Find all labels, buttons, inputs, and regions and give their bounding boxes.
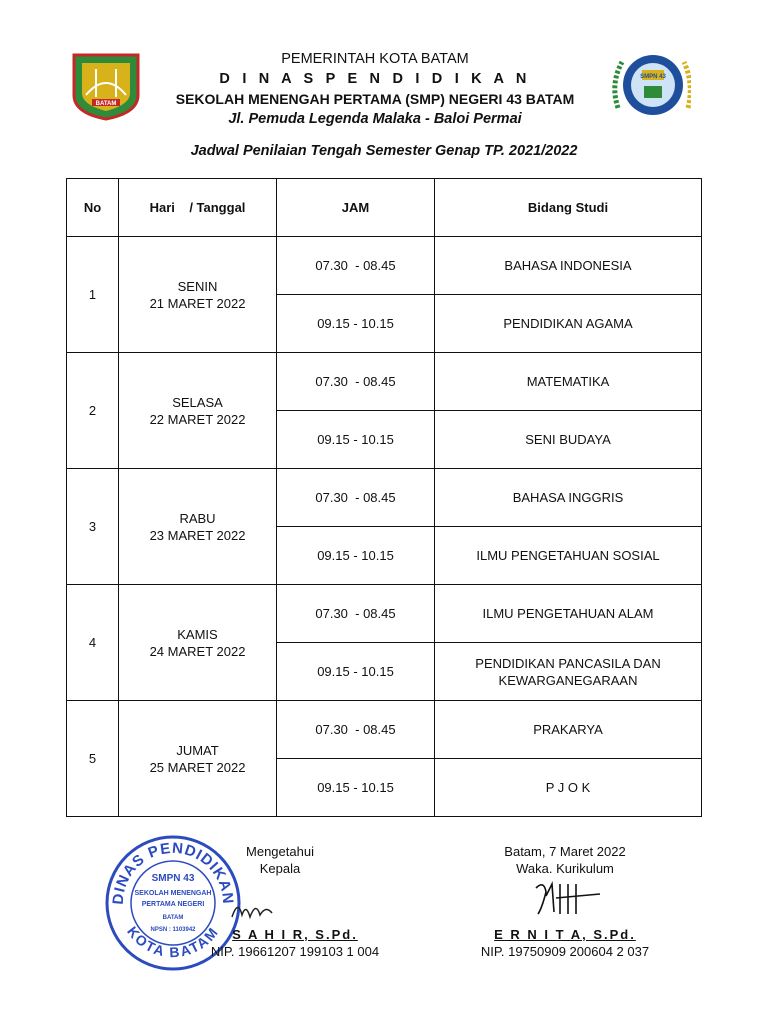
- left-sign-line-1: Mengetahui: [246, 844, 314, 859]
- day-date-cell: [119, 585, 277, 701]
- stamp-inner-4: BATAM: [162, 915, 184, 921]
- stamp-outer-bottom: KOTA BATAM: [124, 923, 222, 961]
- day-name: SELASA: [172, 394, 223, 410]
- time-slot: 07.30 - 08.45: [277, 701, 435, 759]
- header-line-2: D I N A S P E N D I D I K A N: [219, 71, 531, 87]
- left-signature-heading: [232, 843, 328, 877]
- time-slot: 09.15 - 10.15: [277, 759, 435, 817]
- right-handwritten-signature: [530, 878, 605, 920]
- left-handwritten-signature: [228, 895, 276, 925]
- time-slot: 07.30 - 08.45: [277, 353, 435, 411]
- day-date-cell: [119, 701, 277, 817]
- subject-name: SENI BUDAYA: [435, 411, 702, 469]
- table-row: [67, 353, 702, 411]
- batam-city-logo: [70, 51, 142, 121]
- right-sign-line-1: Batam, 7 Maret 2022: [504, 844, 626, 859]
- subject-name: ILMU PENGETAHUAN SOSIAL: [435, 527, 702, 585]
- time-slot: 09.15 - 10.15: [277, 643, 435, 701]
- header-bidang: Bidang Studi: [435, 179, 702, 237]
- day-date-cell: [119, 353, 277, 469]
- exam-schedule-table: [66, 178, 702, 817]
- left-logo-text: BATAM: [95, 101, 117, 107]
- exam-date: 22 MARET 2022: [149, 411, 246, 427]
- subject-name: PENDIDIKAN PANCASILA DAN KEWARGANEGARAAN: [435, 643, 702, 701]
- header-line-3: SEKOLAH MENENGAH PERTAMA (SMP) NEGERI 43 BATAM: [175, 91, 575, 107]
- stamp-inner-2: SEKOLAH MENENGAH: [134, 890, 212, 897]
- subject-name: PENDIDIKAN AGAMA: [435, 295, 702, 353]
- time-slot: 09.15 - 10.15: [277, 527, 435, 585]
- header-line-4: Jl. Pemuda Legenda Malaka - Baloi Permai: [228, 111, 522, 127]
- table-row: [67, 701, 702, 759]
- day-name: RABU: [179, 510, 216, 526]
- exam-date: 23 MARET 2022: [149, 527, 246, 543]
- row-number: 5: [67, 701, 119, 817]
- right-signer-nip: NIP. 19750909 200604 2 037: [480, 944, 650, 959]
- header-no: No: [67, 179, 119, 237]
- left-signature-name-block: [210, 926, 380, 960]
- left-signer-name: S A H I R, S.Pd.: [232, 927, 358, 942]
- row-number: 1: [67, 237, 119, 353]
- subject-name: MATEMATIKA: [435, 353, 702, 411]
- time-slot: 07.30 - 08.45: [277, 585, 435, 643]
- time-slot: 09.15 - 10.15: [277, 295, 435, 353]
- stamp-inner-3: PERTAMA NEGERI: [141, 901, 205, 908]
- row-number: 4: [67, 585, 119, 701]
- stamp-inner-1: SMPN 43: [151, 873, 195, 884]
- left-signer-nip: NIP. 19661207 199103 1 004: [210, 944, 380, 959]
- left-sign-line-2: Kepala: [259, 861, 301, 876]
- time-slot: 07.30 - 08.45: [277, 237, 435, 295]
- school-logo: [608, 48, 691, 121]
- right-logo-text: SMPN 43: [640, 74, 666, 80]
- day-name: KAMIS: [177, 626, 218, 642]
- exam-date: 21 MARET 2022: [149, 295, 246, 311]
- time-slot: 07.30 - 08.45: [277, 469, 435, 527]
- right-signature-name-block: [470, 926, 660, 960]
- row-number: 3: [67, 469, 119, 585]
- table-row: [67, 585, 702, 643]
- table-header-row: [67, 179, 702, 237]
- right-sign-line-2: Waka. Kurikulum: [516, 861, 614, 876]
- time-slot: 09.15 - 10.15: [277, 411, 435, 469]
- exam-date: 25 MARET 2022: [149, 759, 246, 775]
- subject-name: BAHASA INGGRIS: [435, 469, 702, 527]
- header-hari: Hari / Tanggal: [119, 179, 277, 237]
- day-date-cell: [119, 469, 277, 585]
- row-number: 2: [67, 353, 119, 469]
- stamp-outer-top: DINAS PENDIDIKAN: [109, 839, 237, 906]
- exam-date: 24 MARET 2022: [149, 643, 246, 659]
- right-signer-name: E R N I T A, S.Pd.: [494, 927, 636, 942]
- subject-name: PRAKARYA: [435, 701, 702, 759]
- subject-name: P J O K: [435, 759, 702, 817]
- table-row: [67, 237, 702, 295]
- table-row: [67, 469, 702, 527]
- document-title: Jadwal Penilaian Tengah Semester Genap TP. 2021/2022: [190, 143, 578, 159]
- subject-name: BAHASA INDONESIA: [435, 237, 702, 295]
- day-name: SENIN: [177, 278, 218, 294]
- letterhead: [150, 49, 600, 129]
- day-name: JUMAT: [176, 742, 219, 758]
- header-line-1: PEMERINTAH KOTA BATAM: [281, 51, 469, 67]
- header-jam: JAM: [277, 179, 435, 237]
- day-date-cell: [119, 237, 277, 353]
- subject-name: ILMU PENGETAHUAN ALAM: [435, 585, 702, 643]
- stamp-inner-5: NPSN : 1103942: [150, 927, 196, 933]
- right-signature-heading: [480, 843, 650, 877]
